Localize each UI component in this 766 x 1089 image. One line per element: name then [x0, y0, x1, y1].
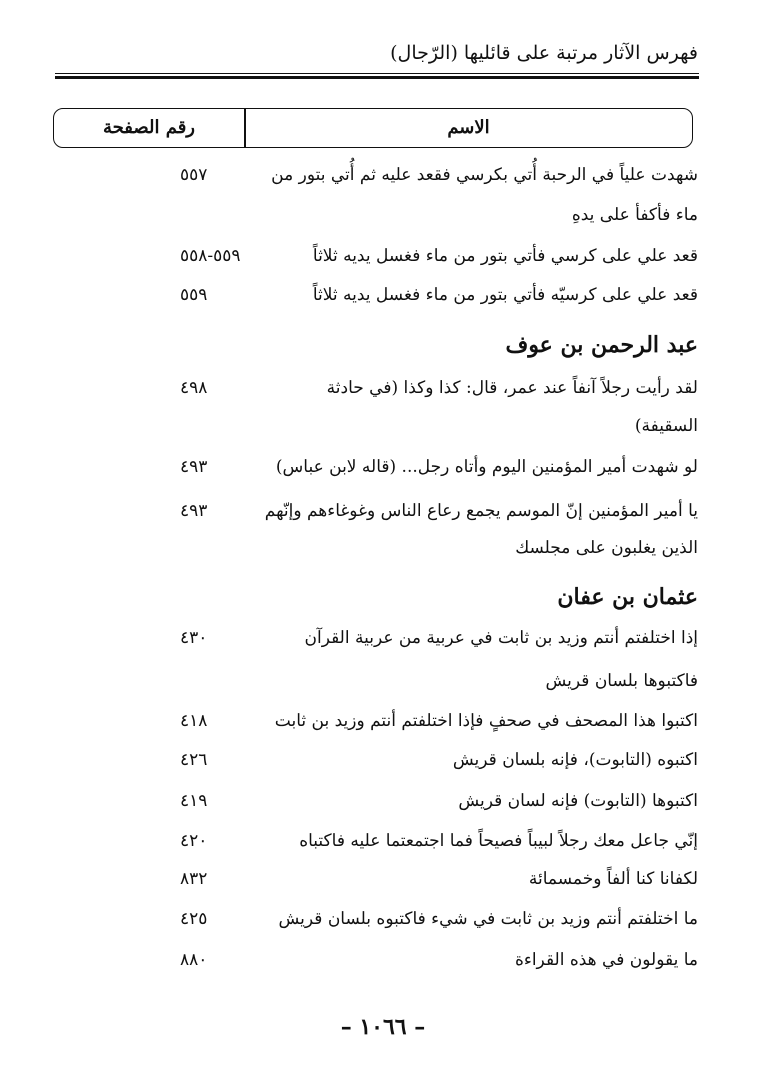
entry-page: ٥٥٩ [180, 285, 208, 305]
speaker-heading: عبد الرحمن بن عوف [505, 332, 698, 358]
entry-text: ما يقولون في هذه القراءة [514, 950, 698, 970]
entry-row [0, 744, 766, 776]
entry-text: قعد علي على كرسيّه فأتي بتور من ماء فغسل يديه ثلاثاً [312, 285, 698, 305]
column-header-name: الاسم [447, 117, 490, 138]
entry-row [0, 785, 766, 817]
running-header: فهرس الآثار مرتبة على قائليها (الرّجال) [390, 42, 698, 64]
entry-page: ٤٩٨ [180, 378, 208, 398]
entry-page: ٤٢٥ [180, 909, 208, 929]
entry-page: ٤١٨ [180, 711, 208, 731]
entry-text: ماء فأكفأ على يدهِ [571, 205, 698, 225]
entry-row [0, 199, 766, 231]
entry-page: ٥٥٩-٥٥٨ [180, 246, 241, 266]
entry-row [0, 159, 766, 191]
entry-text: ما اختلفتم أنتم وزيد بن ثابت في شيء فاكتبوه بلسان قريش [278, 909, 698, 929]
entry-text: اكتبوه (التابوت)، فإنه بلسان قريش [452, 750, 698, 770]
entry-text: السقيفة) [634, 416, 698, 436]
entry-page: ٨٨٠ [180, 950, 208, 970]
entry-text: يا أمير المؤمنين إنّ الموسم يجمع رعاع الناس وغوغاءهم وإنّهم [264, 501, 698, 521]
page-number: – ١٠٦٦ – [340, 1014, 426, 1040]
speaker-heading: عثمان بن عفان [557, 584, 698, 610]
header-rule [55, 73, 699, 74]
entry-page: ٥٥٧ [180, 165, 208, 185]
entry-row [0, 863, 766, 895]
entry-page: ٤١٩ [180, 791, 208, 811]
entry-page: ٤٩٣ [180, 501, 208, 521]
entry-row [0, 825, 766, 857]
entry-row [0, 903, 766, 935]
column-header-page: رقم الصفحة [102, 117, 195, 138]
entry-text: لكفانا كنا ألفاً وخمسمائة [528, 869, 698, 889]
entry-row [0, 279, 766, 311]
entry-text: شهدت علياً في الرحبة أُتي بكرسي فقعد عليه ثم أُتي بتور من [271, 165, 698, 185]
entry-text: لو شهدت أمير المؤمنين اليوم وأتاه رجل... (قاله لابن عباس) [275, 457, 698, 477]
entry-page: ٤٢٠ [180, 831, 208, 851]
entry-row [0, 622, 766, 654]
entry-page: ٤٣٠ [180, 628, 208, 648]
entry-row [0, 451, 766, 483]
entry-row [0, 410, 766, 442]
entry-text: لقد رأيت رجلاً آنفاً عند عمر، قال: كذا وكذا (في حادثة [326, 378, 698, 398]
entry-row [0, 665, 766, 697]
header-rule-thick [55, 76, 699, 79]
entry-row [0, 532, 766, 564]
entry-row [0, 944, 766, 976]
entry-row [0, 705, 766, 737]
entry-text: فاكتبوها بلسان قريش [545, 671, 698, 691]
entry-text: إنّي جاعل معك رجلاً لبيباً فصيحاً فما اجتمعتما عليه فاكتباه [299, 831, 698, 851]
entry-row [0, 240, 766, 272]
table-header [53, 108, 693, 148]
entry-page: ٤٩٣ [180, 457, 208, 477]
entry-row [0, 372, 766, 404]
entry-page: ٤٢٦ [180, 750, 208, 770]
entry-text: إذا اختلفتم أنتم وزيد بن ثابت في عربية من عربية القرآن [304, 628, 698, 648]
entry-page: ٨٣٢ [180, 869, 208, 889]
entry-row [0, 495, 766, 527]
entry-text: اكتبوها (التابوت) فإنه لسان قريش [458, 791, 698, 811]
entry-text: قعد علي على كرسي فأتي بتور من ماء فغسل يديه ثلاثاً [312, 246, 698, 266]
entry-text: اكتبوا هذا المصحف في صحفٍ فإذا اختلفتم أنتم وزيد بن ثابت [274, 711, 698, 731]
entry-text: الذين يغلبون على مجلسك [515, 538, 698, 558]
